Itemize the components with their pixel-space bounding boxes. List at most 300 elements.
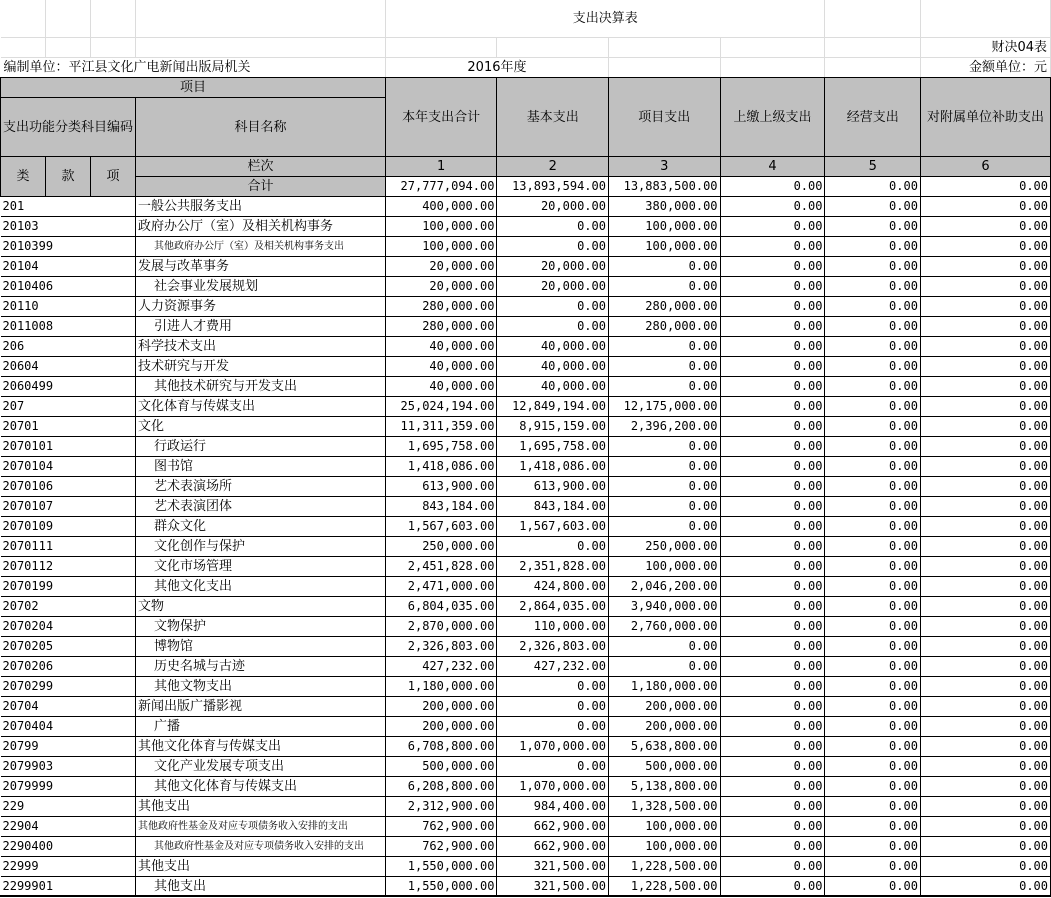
table-row [1, 737, 1051, 757]
amount-cell: 8,915,159.00 [497, 417, 609, 437]
header-xiang: 项 [91, 157, 136, 197]
total-value: 27,777,094.00 [385, 177, 497, 197]
subject-code: 206 [1, 337, 136, 357]
header-index-6: 6 [920, 157, 1050, 177]
amount-cell: 40,000.00 [385, 357, 497, 377]
amount-cell: 2,312,900.00 [385, 797, 497, 817]
table-row [1, 677, 1051, 697]
amount-cell: 613,900.00 [385, 477, 497, 497]
subject-name: 社会事业发展规划 [136, 277, 386, 297]
header-col-upper: 上缴上级支出 [720, 78, 825, 157]
amount-cell: 0.00 [825, 537, 920, 557]
amount-cell: 0.00 [720, 437, 825, 457]
header-project: 项目 [1, 78, 386, 98]
table-row [1, 297, 1051, 317]
amount-cell: 250,000.00 [608, 537, 720, 557]
amount-cell: 40,000.00 [497, 377, 609, 397]
subject-code: 2079999 [1, 777, 136, 797]
amount-cell: 100,000.00 [608, 237, 720, 257]
subject-code: 2070206 [1, 657, 136, 677]
subject-code: 20704 [1, 697, 136, 717]
amount-cell: 0.00 [825, 697, 920, 717]
subject-code: 20702 [1, 597, 136, 617]
amount-cell: 0.00 [920, 677, 1050, 697]
table-row [1, 617, 1051, 637]
subject-name: 其他文化体育与传媒支出 [136, 777, 386, 797]
amount-cell: 0.00 [920, 577, 1050, 597]
subject-code: 20110 [1, 297, 136, 317]
amount-cell: 0.00 [720, 837, 825, 857]
amount-cell: 0.00 [720, 577, 825, 597]
table-row [1, 277, 1051, 297]
amount-cell: 200,000.00 [608, 717, 720, 737]
table-row [1, 317, 1051, 337]
amount-cell: 200,000.00 [385, 697, 497, 717]
table-row [1, 877, 1051, 897]
subject-name: 其他支出 [136, 877, 386, 897]
amount-cell: 0.00 [920, 337, 1050, 357]
amount-cell: 613,900.00 [497, 477, 609, 497]
amount-cell: 0.00 [720, 397, 825, 417]
amount-cell: 1,180,000.00 [385, 677, 497, 697]
subject-code: 20604 [1, 357, 136, 377]
amount-cell: 40,000.00 [385, 337, 497, 357]
subject-name: 文化市场管理 [136, 557, 386, 577]
subject-name: 文化体育与传媒支出 [136, 397, 386, 417]
amount-cell: 0.00 [920, 397, 1050, 417]
amount-cell: 20,000.00 [385, 257, 497, 277]
amount-cell: 250,000.00 [385, 537, 497, 557]
amount-cell: 0.00 [920, 437, 1050, 457]
amount-cell: 0.00 [920, 357, 1050, 377]
amount-cell: 20,000.00 [497, 257, 609, 277]
amount-cell: 0.00 [920, 797, 1050, 817]
header-index-1: 1 [385, 157, 497, 177]
amount-cell: 0.00 [720, 657, 825, 677]
subject-name: 文化 [136, 417, 386, 437]
amount-cell: 0.00 [825, 317, 920, 337]
subject-name: 其他文化支出 [136, 577, 386, 597]
header-col-project: 项目支出 [608, 78, 720, 157]
subject-name: 技术研究与开发 [136, 357, 386, 377]
amount-cell: 100,000.00 [608, 837, 720, 857]
amount-cell: 12,849,194.00 [497, 397, 609, 417]
amount-cell: 1,418,086.00 [497, 457, 609, 477]
table-row [1, 777, 1051, 797]
amount-cell: 3,940,000.00 [608, 597, 720, 617]
total-value: 0.00 [720, 177, 825, 197]
amount-cell: 1,328,500.00 [608, 797, 720, 817]
amount-cell: 0.00 [825, 877, 920, 897]
amount-cell: 11,311,359.00 [385, 417, 497, 437]
amount-cell: 20,000.00 [385, 277, 497, 297]
subject-code: 22999 [1, 857, 136, 877]
amount-cell: 762,900.00 [385, 837, 497, 857]
subject-name: 行政运行 [136, 437, 386, 457]
table-row [1, 837, 1051, 857]
total-value: 13,883,500.00 [608, 177, 720, 197]
amount-cell: 0.00 [920, 257, 1050, 277]
amount-cell: 0.00 [920, 517, 1050, 537]
amount-cell: 843,184.00 [385, 497, 497, 517]
amount-cell: 0.00 [920, 877, 1050, 897]
amount-cell: 0.00 [920, 297, 1050, 317]
subject-code: 20701 [1, 417, 136, 437]
table-row [1, 717, 1051, 737]
table-row [1, 217, 1051, 237]
table-row [1, 657, 1051, 677]
amount-cell: 0.00 [608, 437, 720, 457]
subject-code: 20103 [1, 217, 136, 237]
amount-cell: 0.00 [825, 457, 920, 477]
amount-cell: 0.00 [825, 217, 920, 237]
amount-cell: 0.00 [920, 717, 1050, 737]
amount-cell: 0.00 [720, 237, 825, 257]
amount-cell: 321,500.00 [497, 857, 609, 877]
subject-name: 其他支出 [136, 797, 386, 817]
subject-name: 群众文化 [136, 517, 386, 537]
header-index-5: 5 [825, 157, 920, 177]
amount-cell: 400,000.00 [385, 197, 497, 217]
amount-cell: 0.00 [825, 477, 920, 497]
subject-name: 其他文化体育与传媒支出 [136, 737, 386, 757]
amount-cell: 0.00 [720, 257, 825, 277]
table-row [1, 257, 1051, 277]
amount-cell: 0.00 [920, 637, 1050, 657]
amount-cell: 2,326,803.00 [385, 637, 497, 657]
money-unit: 金额单位：元 [920, 58, 1050, 78]
table-row [1, 477, 1051, 497]
amount-cell: 1,550,000.00 [385, 877, 497, 897]
amount-cell: 40,000.00 [497, 357, 609, 377]
subject-code: 2070101 [1, 437, 136, 457]
amount-cell: 20,000.00 [497, 197, 609, 217]
amount-cell: 0.00 [920, 737, 1050, 757]
table-row [1, 697, 1051, 717]
amount-cell: 0.00 [608, 277, 720, 297]
amount-cell: 2,396,200.00 [608, 417, 720, 437]
subject-name: 艺术表演团体 [136, 497, 386, 517]
amount-cell: 100,000.00 [385, 217, 497, 237]
subject-code: 2079903 [1, 757, 136, 777]
amount-cell: 40,000.00 [497, 337, 609, 357]
subject-code: 2070111 [1, 537, 136, 557]
subject-code: 2010399 [1, 237, 136, 257]
amount-cell: 0.00 [720, 817, 825, 837]
amount-cell: 427,232.00 [497, 657, 609, 677]
amount-cell: 2,046,200.00 [608, 577, 720, 597]
amount-cell: 0.00 [825, 297, 920, 317]
subject-code: 207 [1, 397, 136, 417]
amount-cell: 40,000.00 [385, 377, 497, 397]
amount-cell: 0.00 [825, 677, 920, 697]
amount-cell: 2,870,000.00 [385, 617, 497, 637]
table-row [1, 797, 1051, 817]
amount-cell: 0.00 [920, 817, 1050, 837]
table-bottom-border [0, 895, 1051, 897]
amount-cell: 0.00 [720, 637, 825, 657]
amount-cell: 0.00 [720, 777, 825, 797]
amount-cell: 843,184.00 [497, 497, 609, 517]
amount-cell: 2,351,828.00 [497, 557, 609, 577]
amount-cell: 0.00 [920, 377, 1050, 397]
amount-cell: 0.00 [920, 277, 1050, 297]
subject-name: 引进人才费用 [136, 317, 386, 337]
amount-cell: 0.00 [920, 697, 1050, 717]
amount-cell: 0.00 [497, 697, 609, 717]
subject-name: 其他文物支出 [136, 677, 386, 697]
table-row [1, 517, 1051, 537]
subject-name: 文化产业发展专项支出 [136, 757, 386, 777]
subject-code: 2060499 [1, 377, 136, 397]
amount-cell: 1,070,000.00 [497, 777, 609, 797]
amount-cell: 0.00 [825, 357, 920, 377]
amount-cell: 0.00 [608, 457, 720, 477]
reporting-unit: 编制单位：平江县文化广电新闻出版局机关 [1, 58, 386, 78]
table-row [1, 397, 1051, 417]
amount-cell: 12,175,000.00 [608, 397, 720, 417]
header-func-code: 支出功能分类科目编码 [1, 98, 136, 157]
total-row [1, 177, 1051, 197]
header-index-4: 4 [720, 157, 825, 177]
table-row [1, 817, 1051, 837]
subject-code: 2299901 [1, 877, 136, 897]
header-index-2: 2 [497, 157, 609, 177]
amount-cell: 662,900.00 [497, 817, 609, 837]
amount-cell: 0.00 [825, 517, 920, 537]
amount-cell: 0.00 [720, 377, 825, 397]
amount-cell: 0.00 [497, 317, 609, 337]
amount-cell: 0.00 [608, 257, 720, 277]
subject-code: 229 [1, 797, 136, 817]
amount-cell: 1,550,000.00 [385, 857, 497, 877]
amount-cell: 0.00 [720, 217, 825, 237]
amount-cell: 0.00 [720, 297, 825, 317]
amount-cell: 0.00 [608, 657, 720, 677]
amount-cell: 0.00 [720, 737, 825, 757]
amount-cell: 0.00 [608, 477, 720, 497]
amount-cell: 280,000.00 [385, 317, 497, 337]
subject-code: 2070106 [1, 477, 136, 497]
subject-name: 人力资源事务 [136, 297, 386, 317]
amount-cell: 0.00 [920, 757, 1050, 777]
amount-cell: 0.00 [825, 597, 920, 617]
header-col-total: 本年支出合计 [385, 78, 497, 157]
header-col-basic: 基本支出 [497, 78, 609, 157]
subject-name: 其他技术研究与开发支出 [136, 377, 386, 397]
amount-cell: 0.00 [825, 797, 920, 817]
amount-cell: 0.00 [497, 757, 609, 777]
amount-cell: 1,695,758.00 [497, 437, 609, 457]
amount-cell: 100,000.00 [608, 557, 720, 577]
subject-name: 博物馆 [136, 637, 386, 657]
amount-cell: 0.00 [920, 597, 1050, 617]
amount-cell: 0.00 [825, 417, 920, 437]
subject-code: 2070109 [1, 517, 136, 537]
subject-code: 2070104 [1, 457, 136, 477]
subject-code: 2070205 [1, 637, 136, 657]
table-row [1, 417, 1051, 437]
amount-cell: 0.00 [825, 337, 920, 357]
amount-cell: 0.00 [825, 737, 920, 757]
amount-cell: 1,180,000.00 [608, 677, 720, 697]
amount-cell: 0.00 [920, 497, 1050, 517]
amount-cell: 2,760,000.00 [608, 617, 720, 637]
amount-cell: 0.00 [720, 277, 825, 297]
table-row [1, 337, 1051, 357]
amount-cell: 100,000.00 [608, 817, 720, 837]
amount-cell: 280,000.00 [385, 297, 497, 317]
subject-name: 新闻出版广播影视 [136, 697, 386, 717]
amount-cell: 500,000.00 [385, 757, 497, 777]
amount-cell: 0.00 [720, 517, 825, 537]
amount-cell: 0.00 [720, 197, 825, 217]
amount-cell: 0.00 [825, 237, 920, 257]
subject-name: 一般公共服务支出 [136, 197, 386, 217]
table-row [1, 557, 1051, 577]
amount-cell: 1,070,000.00 [497, 737, 609, 757]
subject-name: 发展与改革事务 [136, 257, 386, 277]
amount-cell: 0.00 [720, 337, 825, 357]
amount-cell: 100,000.00 [608, 217, 720, 237]
subject-name: 广播 [136, 717, 386, 737]
amount-cell: 0.00 [720, 537, 825, 557]
subject-code: 2070404 [1, 717, 136, 737]
table-row [1, 537, 1051, 557]
subject-name: 文物保护 [136, 617, 386, 637]
table-row [1, 577, 1051, 597]
amount-cell: 200,000.00 [608, 697, 720, 717]
table-row [1, 457, 1051, 477]
subject-code: 2070107 [1, 497, 136, 517]
header-index-3: 3 [608, 157, 720, 177]
table-row [1, 377, 1051, 397]
amount-cell: 0.00 [608, 377, 720, 397]
amount-cell: 762,900.00 [385, 817, 497, 837]
amount-cell: 0.00 [920, 837, 1050, 857]
subject-code: 20799 [1, 737, 136, 757]
amount-cell: 0.00 [608, 637, 720, 657]
subject-code: 201 [1, 197, 136, 217]
amount-cell: 0.00 [920, 237, 1050, 257]
amount-cell: 6,804,035.00 [385, 597, 497, 617]
amount-cell: 0.00 [720, 317, 825, 337]
amount-cell: 0.00 [720, 357, 825, 377]
subject-name: 其他政府性基金及对应专项债务收入安排的支出 [136, 837, 386, 857]
amount-cell: 662,900.00 [497, 837, 609, 857]
amount-cell: 0.00 [720, 697, 825, 717]
subject-code: 2070199 [1, 577, 136, 597]
amount-cell: 0.00 [825, 377, 920, 397]
amount-cell: 0.00 [920, 777, 1050, 797]
amount-cell: 2,471,000.00 [385, 577, 497, 597]
amount-cell: 1,228,500.00 [608, 877, 720, 897]
amount-cell: 0.00 [720, 497, 825, 517]
amount-cell: 0.00 [825, 717, 920, 737]
subject-name: 科学技术支出 [136, 337, 386, 357]
amount-cell: 0.00 [608, 337, 720, 357]
amount-cell: 0.00 [920, 657, 1050, 677]
amount-cell: 0.00 [825, 437, 920, 457]
table-row [1, 637, 1051, 657]
amount-cell: 0.00 [825, 257, 920, 277]
amount-cell: 0.00 [497, 217, 609, 237]
amount-cell: 0.00 [825, 497, 920, 517]
amount-cell: 0.00 [825, 617, 920, 637]
total-value: 0.00 [920, 177, 1050, 197]
amount-cell: 0.00 [720, 717, 825, 737]
table-row [1, 497, 1051, 517]
amount-cell: 0.00 [720, 857, 825, 877]
subject-code: 22904 [1, 817, 136, 837]
amount-cell: 110,000.00 [497, 617, 609, 637]
subject-code: 2070204 [1, 617, 136, 637]
amount-cell: 0.00 [720, 477, 825, 497]
subject-code: 20104 [1, 257, 136, 277]
table-row [1, 857, 1051, 877]
subject-code: 2290400 [1, 837, 136, 857]
amount-cell: 25,024,194.00 [385, 397, 497, 417]
amount-cell: 424,800.00 [497, 577, 609, 597]
amount-cell: 200,000.00 [385, 717, 497, 737]
amount-cell: 6,208,800.00 [385, 777, 497, 797]
amount-cell: 1,418,086.00 [385, 457, 497, 477]
header-lei: 类 [1, 157, 46, 197]
amount-cell: 2,326,803.00 [497, 637, 609, 657]
amount-cell: 1,228,500.00 [608, 857, 720, 877]
amount-cell: 2,864,035.00 [497, 597, 609, 617]
amount-cell: 0.00 [608, 517, 720, 537]
amount-cell: 0.00 [720, 417, 825, 437]
amount-cell: 321,500.00 [497, 877, 609, 897]
amount-cell: 0.00 [720, 797, 825, 817]
amount-cell: 0.00 [720, 457, 825, 477]
amount-cell: 0.00 [825, 857, 920, 877]
amount-cell: 0.00 [920, 557, 1050, 577]
subject-code: 2070112 [1, 557, 136, 577]
fiscal-year: 2016年度 [385, 58, 608, 78]
amount-cell: 0.00 [497, 677, 609, 697]
subject-code: 2010406 [1, 277, 136, 297]
amount-cell: 0.00 [920, 417, 1050, 437]
table-row [1, 757, 1051, 777]
table-row [1, 197, 1051, 217]
amount-cell: 280,000.00 [608, 317, 720, 337]
amount-cell: 0.00 [720, 617, 825, 637]
amount-cell: 0.00 [920, 857, 1050, 877]
header-kuan: 款 [46, 157, 91, 197]
amount-cell: 0.00 [920, 617, 1050, 637]
subject-name: 历史名城与古迹 [136, 657, 386, 677]
amount-cell: 0.00 [720, 677, 825, 697]
amount-cell: 1,695,758.00 [385, 437, 497, 457]
table-row [1, 237, 1051, 257]
amount-cell: 0.00 [920, 537, 1050, 557]
amount-cell: 500,000.00 [608, 757, 720, 777]
amount-cell: 20,000.00 [497, 277, 609, 297]
header-col-business: 经营支出 [825, 78, 920, 157]
amount-cell: 427,232.00 [385, 657, 497, 677]
subject-name: 其他政府性基金及对应专项债务收入安排的支出 [136, 817, 386, 837]
amount-cell: 0.00 [825, 837, 920, 857]
amount-cell: 0.00 [497, 717, 609, 737]
amount-cell: 0.00 [825, 757, 920, 777]
form-number: 财决04表 [920, 38, 1050, 58]
subject-name: 文化创作与保护 [136, 537, 386, 557]
amount-cell: 1,567,603.00 [385, 517, 497, 537]
amount-cell: 0.00 [825, 397, 920, 417]
amount-cell: 100,000.00 [385, 237, 497, 257]
